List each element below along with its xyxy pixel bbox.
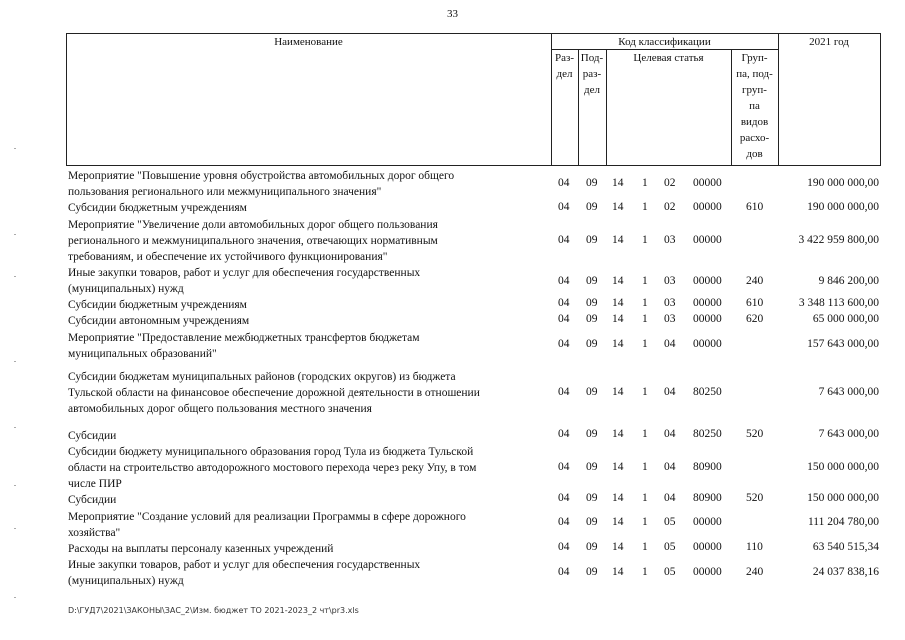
- row-target-4: 80250: [693, 428, 722, 440]
- row-target-3: 03: [664, 297, 676, 309]
- row-target-3: 04: [664, 338, 676, 350]
- row-amount: 3 348 113 600,00: [798, 297, 879, 309]
- row-target-3: 05: [664, 541, 676, 553]
- row-amount: 9 846 200,00: [818, 275, 879, 287]
- row-target-1: 14: [612, 338, 624, 350]
- row-target-3: 03: [664, 313, 676, 325]
- row-target-2: 1: [642, 492, 648, 504]
- table-row: [0, 200, 905, 216]
- row-group: 240: [746, 275, 764, 287]
- row-amount: 190 000 000,00: [807, 177, 879, 189]
- row-name: Иные закупки товаров, работ и услуг для обеспечения государственных (муниципальных) нужд: [68, 267, 421, 295]
- row-target-1: 14: [612, 313, 624, 325]
- row-target-2: 1: [642, 338, 648, 350]
- table-row: [0, 444, 905, 492]
- row-razdel: 04: [558, 386, 570, 398]
- row-target-4: 00000: [693, 201, 722, 213]
- row-target-4: 00000: [693, 275, 722, 287]
- row-podrazdel: 09: [586, 428, 598, 440]
- row-razdel: 04: [558, 177, 570, 189]
- header-code: Код классификации: [618, 36, 711, 48]
- row-razdel: 04: [558, 516, 570, 528]
- row-target-3: 02: [664, 201, 676, 213]
- table-row: [0, 297, 905, 313]
- row-razdel: 04: [558, 566, 570, 578]
- row-target-3: 04: [664, 492, 676, 504]
- row-target-1: 14: [612, 492, 624, 504]
- row-target-3: 04: [664, 386, 676, 398]
- row-target-1: 14: [612, 297, 624, 309]
- row-target-4: 80250: [693, 386, 722, 398]
- row-name: Субсидии бюджету муниципального образования город Тула из бюджета Тульской области на строительство автодорожного мостового перехода через реку Упу, в том числе ПИР: [68, 446, 477, 490]
- row-target-2: 1: [642, 177, 648, 189]
- row-razdel: 04: [558, 461, 570, 473]
- row-target-4: 00000: [693, 566, 722, 578]
- header-year: 2021 год: [809, 36, 849, 48]
- row-target-3: 03: [664, 275, 676, 287]
- row-target-1: 14: [612, 541, 624, 553]
- row-podrazdel: 09: [586, 541, 598, 553]
- row-razdel: 04: [558, 201, 570, 213]
- row-target-3: 05: [664, 566, 676, 578]
- row-group: 520: [746, 428, 764, 440]
- row-group: 610: [746, 201, 764, 213]
- header-group: Груп- па, под- груп- па видов расхо- дов: [736, 52, 773, 160]
- row-name: Субсидии: [68, 430, 117, 442]
- row-razdel: 04: [558, 492, 570, 504]
- table-row: [0, 557, 905, 589]
- row-razdel: 04: [558, 428, 570, 440]
- table-row: [0, 492, 905, 508]
- row-podrazdel: 09: [586, 461, 598, 473]
- row-razdel: 04: [558, 338, 570, 350]
- row-razdel: 04: [558, 275, 570, 287]
- row-podrazdel: 09: [586, 492, 598, 504]
- row-target-4: 00000: [693, 541, 722, 553]
- row-target-2: 1: [642, 566, 648, 578]
- row-name: Субсидии автономным учреждениям: [68, 315, 250, 327]
- table-row: [0, 330, 905, 362]
- row-podrazdel: 09: [586, 297, 598, 309]
- row-target-1: 14: [612, 516, 624, 528]
- table-row: [0, 217, 905, 265]
- row-name: Расходы на выплаты персоналу казенных учреждений: [68, 543, 334, 555]
- header-razdel: Раз- дел: [554, 52, 574, 80]
- row-target-2: 1: [642, 461, 648, 473]
- row-target-3: 04: [664, 461, 676, 473]
- row-target-2: 1: [642, 428, 648, 440]
- row-target-2: 1: [642, 516, 648, 528]
- row-name: Субсидии: [68, 494, 117, 506]
- header-target: Целевая статья: [633, 52, 704, 64]
- row-target-1: 14: [612, 566, 624, 578]
- row-name: Мероприятие "Создание условий для реализации Программы в сфере дорожного хозяйства": [68, 511, 466, 539]
- row-name: Субсидии бюджетным учреждениям: [68, 202, 247, 214]
- row-target-4: 00000: [693, 338, 722, 350]
- page-number: 33: [447, 8, 458, 20]
- row-podrazdel: 09: [586, 386, 598, 398]
- row-target-2: 1: [642, 234, 648, 246]
- row-target-1: 14: [612, 461, 624, 473]
- row-name: Мероприятие "Увеличение доли автомобильных дорог общего пользования регионального и межмуниципального значения, отвечающих нормативным требованиям, и обеспечение их устойчивого функционирования": [68, 219, 438, 263]
- row-podrazdel: 09: [586, 313, 598, 325]
- row-target-4: 00000: [693, 313, 722, 325]
- row-name: Мероприятие "Предоставление межбюджетных трансфертов бюджетам муниципальных образований": [68, 332, 420, 360]
- row-target-4: 00000: [693, 516, 722, 528]
- row-razdel: 04: [558, 234, 570, 246]
- table-row: [0, 541, 905, 557]
- row-target-1: 14: [612, 386, 624, 398]
- row-amount: 63 540 515,34: [812, 541, 879, 553]
- row-podrazdel: 09: [586, 516, 598, 528]
- row-target-3: 03: [664, 234, 676, 246]
- file-path-footer: D:\ГУД7\2021\ЗАКОНЫ\ЗАС_2\Изм. бюджет ТО 2021-2023_2 чт\pr3.xls: [68, 606, 359, 615]
- row-target-1: 14: [612, 201, 624, 213]
- row-name: Субсидии бюджетам муниципальных районов (городских округов) из бюджета Тульской области на финансовое обеспечение дорожной деятельности в отношении автомобильных дорог общего пользования местного значения: [68, 371, 480, 415]
- row-name: Иные закупки товаров, работ и услуг для обеспечения государственных (муниципальных) нужд: [68, 559, 421, 587]
- row-group: 240: [746, 566, 764, 578]
- row-amount: 111 204 780,00: [807, 516, 879, 528]
- row-podrazdel: 09: [586, 177, 598, 189]
- row-target-4: 00000: [693, 177, 722, 189]
- row-podrazdel: 09: [586, 275, 598, 287]
- table-row: [0, 369, 905, 417]
- row-target-2: 1: [642, 201, 648, 213]
- row-name: Мероприятие "Повышение уровня обустройства автомобильных дорог общего пользования регионального или межмуниципального значения": [68, 170, 455, 198]
- row-group: 520: [746, 492, 764, 504]
- header-name: Наименование: [274, 36, 343, 48]
- row-amount: 7 643 000,00: [818, 386, 879, 398]
- row-amount: 3 422 959 800,00: [798, 234, 879, 246]
- row-target-3: 04: [664, 428, 676, 440]
- table-row: [0, 313, 905, 329]
- row-target-2: 1: [642, 297, 648, 309]
- row-razdel: 04: [558, 541, 570, 553]
- row-amount: 65 000 000,00: [812, 313, 879, 325]
- row-target-3: 02: [664, 177, 676, 189]
- header-podrazdel: Под- раз- дел: [580, 52, 604, 96]
- row-target-1: 14: [612, 177, 624, 189]
- row-target-1: 14: [612, 234, 624, 246]
- row-target-4: 00000: [693, 234, 722, 246]
- row-amount: 150 000 000,00: [807, 492, 879, 504]
- row-group: 620: [746, 313, 764, 325]
- row-podrazdel: 09: [586, 338, 598, 350]
- row-podrazdel: 09: [586, 234, 598, 246]
- row-target-1: 14: [612, 428, 624, 440]
- row-target-2: 1: [642, 541, 648, 553]
- row-amount: 157 643 000,00: [807, 338, 879, 350]
- row-amount: 150 000 000,00: [807, 461, 879, 473]
- row-amount: 24 037 838,16: [812, 566, 879, 578]
- row-amount: 190 000 000,00: [807, 201, 879, 213]
- row-group: 610: [746, 297, 764, 309]
- row-group: 110: [746, 541, 763, 553]
- row-name: Субсидии бюджетным учреждениям: [68, 299, 247, 311]
- row-razdel: 04: [558, 297, 570, 309]
- row-target-2: 1: [642, 275, 648, 287]
- row-razdel: 04: [558, 313, 570, 325]
- row-target-2: 1: [642, 313, 648, 325]
- row-target-1: 14: [612, 275, 624, 287]
- table-row: [0, 265, 905, 297]
- row-target-3: 05: [664, 516, 676, 528]
- row-target-4: 80900: [693, 492, 722, 504]
- row-target-4: 80900: [693, 461, 722, 473]
- table-row: [0, 428, 905, 444]
- row-target-4: 00000: [693, 297, 722, 309]
- row-target-2: 1: [642, 386, 648, 398]
- row-podrazdel: 09: [586, 201, 598, 213]
- table-row: [0, 168, 905, 200]
- table-row: [0, 509, 905, 541]
- row-amount: 7 643 000,00: [818, 428, 879, 440]
- row-podrazdel: 09: [586, 566, 598, 578]
